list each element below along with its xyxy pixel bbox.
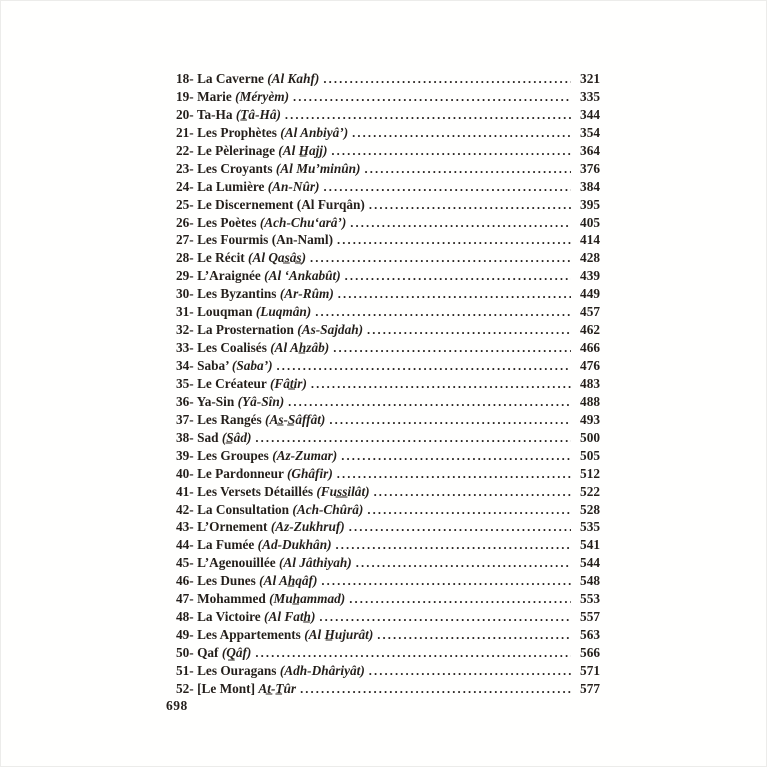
entry-text [176, 447, 337, 465]
entry-number: 50- [176, 645, 194, 660]
entry-text [176, 465, 333, 483]
entry-transliteration: (Al Jâthiyah) [278, 555, 352, 571]
entry-page-number: 548 [580, 573, 600, 589]
dot-leader [323, 178, 571, 197]
entry-page-number: 541 [580, 537, 600, 553]
dot-leader [349, 518, 571, 537]
dot-leader [255, 644, 571, 663]
entry-number: 37- [176, 411, 194, 427]
entry-text [176, 339, 329, 357]
entry-page-number: 493 [580, 411, 600, 427]
entry-transliteration: (As-Sajdah) [297, 322, 364, 338]
entry-transliteration: (Al Kahf) [267, 71, 320, 86]
entry-number: 43- [176, 519, 194, 535]
entry-number: 19- [176, 88, 194, 104]
dot-leader [367, 321, 571, 340]
entry-transliteration: (As̲-S̲âffât) [265, 411, 326, 427]
entry-transliteration: (Al Fath̲) [264, 609, 316, 625]
entry-page-number: 528 [580, 501, 600, 517]
entry-title: Le Discernement [197, 196, 294, 212]
entry-text [176, 124, 348, 142]
entry-text [176, 554, 352, 572]
toc-entry [176, 178, 600, 196]
toc-entry [176, 303, 600, 321]
entry-title: Le Récit [197, 250, 245, 266]
entry-number: 52- [176, 680, 194, 696]
entry-title: Les Fourmis [197, 232, 269, 248]
entry-page-number: 476 [580, 358, 600, 373]
entry-text [176, 501, 363, 519]
entry-title: Ta-Ha [196, 106, 233, 122]
toc-entry [176, 231, 600, 249]
entry-page-number: 457 [580, 304, 600, 320]
entry-transliteration: (Muh̲ammad) [269, 591, 346, 607]
dot-leader [337, 465, 571, 484]
entry-title: Le Pardonneur [197, 465, 284, 481]
entry-title: Les Groupes [197, 447, 269, 463]
dot-leader [367, 501, 571, 520]
entry-transliteration: (Saba’) [231, 358, 273, 373]
toc-entry [176, 249, 600, 267]
dot-leader [369, 662, 571, 681]
entry-transliteration: (Ghâfir) [286, 465, 333, 481]
toc-entry [176, 70, 600, 88]
entry-transliteration: (Ad-Dukhân) [257, 537, 332, 553]
dot-leader [321, 572, 571, 591]
entry-title: Mohammed [197, 591, 266, 607]
toc-entry [176, 196, 600, 214]
entry-title: L’Agenouillée [197, 555, 276, 571]
entry-text [176, 196, 365, 214]
entry-page-number: 566 [580, 645, 600, 660]
toc-list [176, 70, 600, 698]
entry-number: 23- [176, 160, 194, 176]
entry-page-number: 428 [580, 250, 600, 266]
toc-entry [176, 285, 600, 303]
entry-transliteration: (Al Ah̲qâf) [259, 573, 318, 589]
entry-transliteration: At̲-T̲ûr [258, 680, 297, 696]
entry-page-number: 321 [580, 71, 600, 86]
entry-transliteration: (Q̲âf) [221, 645, 252, 660]
entry-number: 21- [176, 124, 194, 140]
entry-text [176, 160, 361, 178]
entry-number: 46- [176, 573, 194, 589]
entry-text [176, 231, 333, 249]
entry-text [176, 644, 251, 662]
toc-entry [176, 88, 600, 106]
entry-text [176, 70, 319, 88]
entry-transliteration: (Méryèm) [235, 88, 289, 104]
entry-title: Le Créateur [197, 375, 267, 391]
entry-title: Qaf [197, 645, 219, 660]
dot-leader [331, 142, 571, 161]
entry-number: 49- [176, 627, 194, 643]
toc-entry [176, 214, 600, 232]
entry-page-number: 364 [580, 142, 600, 158]
entry-text [176, 267, 341, 285]
toc-entry [176, 518, 600, 536]
entry-transliteration: (An-Naml) [271, 232, 333, 248]
entry-transliteration: (Al Anbiyâ’) [280, 124, 349, 140]
entry-text [176, 142, 327, 160]
entry-number: 42- [176, 501, 194, 517]
entry-number: 20- [176, 106, 194, 122]
entry-transliteration: (Az-Zukhruf) [270, 519, 345, 535]
entry-title: La Consultation [197, 501, 290, 517]
dot-leader [374, 483, 571, 502]
entry-number: 48- [176, 609, 194, 625]
entry-text [176, 375, 307, 393]
entry-page-number: 344 [580, 106, 600, 122]
dot-leader [310, 249, 571, 268]
toc-entry [176, 267, 600, 285]
entry-title: Louqman [197, 304, 253, 320]
entry-number: 45- [176, 555, 194, 571]
entry-title: L’Araignée [197, 268, 261, 284]
toc-entry [176, 393, 600, 411]
dot-leader [345, 267, 571, 286]
entry-title: Les Poètes [197, 214, 257, 230]
entry-number: 24- [176, 178, 194, 194]
entry-transliteration: (Al H̲ujurât) [304, 627, 374, 643]
entry-transliteration: (T̲â-Hâ) [235, 106, 281, 122]
entry-title: La Lumière [197, 178, 265, 194]
toc-entry [176, 662, 600, 680]
entry-transliteration: (Fus̲s̲ilât) [316, 483, 370, 499]
entry-page-number: 466 [580, 340, 600, 356]
toc-entry [176, 124, 600, 142]
toc-entry [176, 680, 600, 698]
entry-title: Les Versets Détaillés [197, 483, 314, 499]
entry-transliteration: (S̲âd) [221, 429, 252, 445]
dot-leader [336, 536, 571, 555]
dot-leader [319, 608, 571, 627]
entry-text [176, 680, 296, 698]
entry-title: Les Byzantins [197, 286, 277, 302]
entry-text [176, 321, 363, 339]
entry-page-number: 376 [580, 160, 600, 176]
entry-page-number: 395 [580, 196, 600, 212]
entry-page-number: 535 [580, 519, 600, 535]
entry-transliteration: (Ach-Chûrâ) [292, 501, 364, 517]
entry-text [176, 357, 273, 375]
entry-number: 27- [176, 232, 194, 248]
entry-number: 22- [176, 142, 194, 158]
entry-transliteration: (Al Qas̲âs̲) [248, 250, 307, 266]
entry-number: 18- [176, 71, 194, 86]
entry-title: Les Prophètes [197, 124, 277, 140]
entry-number: 33- [176, 340, 194, 356]
entry-title: L’Ornement [197, 519, 268, 535]
toc-entry [176, 590, 600, 608]
toc-entry [176, 554, 600, 572]
entry-page-number: 439 [580, 268, 600, 284]
toc-entry [176, 142, 600, 160]
entry-page-number: 563 [580, 627, 600, 643]
dot-leader [255, 429, 571, 448]
toc-entry [176, 429, 600, 447]
entry-title: La Caverne [197, 71, 264, 86]
entry-transliteration: (Al Ah̲zâb) [270, 340, 330, 356]
entry-title: La Fumée [197, 537, 255, 553]
dot-leader [285, 106, 571, 125]
dot-leader [293, 88, 571, 107]
entry-number: 26- [176, 214, 194, 230]
toc-entry [176, 411, 600, 429]
entry-title: Saba’ [197, 358, 229, 373]
entry-title: Sad [197, 429, 219, 445]
entry-number: 38- [176, 429, 194, 445]
entry-number: 40- [176, 465, 194, 481]
entry-transliteration: (Al H̲ajj) [278, 142, 328, 158]
entry-title: Les Coalisés [197, 340, 267, 356]
entry-transliteration: (Ar-Rûm) [279, 286, 334, 302]
entry-page-number: 505 [580, 447, 600, 463]
dot-leader [288, 393, 571, 412]
entry-page-number: 544 [580, 555, 600, 571]
entry-text [176, 590, 345, 608]
toc-entry [176, 357, 600, 375]
entry-page-number: 354 [580, 124, 600, 140]
toc-entry [176, 536, 600, 554]
dot-leader [350, 214, 571, 233]
entry-title: [Le Mont] [197, 680, 256, 696]
dot-leader [369, 196, 571, 215]
entry-text [176, 106, 281, 124]
entry-number: 29- [176, 268, 194, 284]
entry-transliteration: (Al Mu’minûn) [275, 160, 361, 176]
dot-leader [323, 70, 571, 89]
toc-entry [176, 572, 600, 590]
dot-leader [377, 626, 571, 645]
entry-number: 28- [176, 250, 194, 266]
dot-leader [300, 680, 571, 699]
dot-leader [315, 303, 571, 322]
entry-page-number: 500 [580, 429, 600, 445]
entry-transliteration: (Luqmân) [255, 304, 312, 320]
entry-number: 51- [176, 662, 194, 678]
entry-title: Les Ouragans [197, 662, 277, 678]
entry-text [176, 483, 370, 501]
toc-entry [176, 465, 600, 483]
entry-title: La Prosternation [197, 322, 294, 338]
entry-number: 44- [176, 537, 194, 553]
entry-text [176, 178, 319, 196]
entry-page-number: 577 [580, 680, 600, 696]
toc-entry [176, 501, 600, 519]
toc-entry [176, 644, 600, 662]
entry-number: 25- [176, 196, 194, 212]
entry-text [176, 518, 345, 536]
entry-number: 47- [176, 591, 194, 607]
entry-text [176, 411, 325, 429]
dot-leader [349, 590, 571, 609]
entry-text [176, 249, 306, 267]
entry-title: Ya-Sin [196, 393, 235, 409]
entry-number: 41- [176, 483, 194, 499]
entry-text [176, 608, 315, 626]
entry-title: Les Dunes [197, 573, 256, 589]
entry-transliteration: (Az-Zumar) [272, 447, 338, 463]
dot-leader [338, 285, 571, 304]
toc-entry [176, 626, 600, 644]
toc-entry [176, 483, 600, 501]
entry-text [176, 285, 334, 303]
entry-page-number: 462 [580, 322, 600, 338]
entry-text [176, 303, 311, 321]
entry-text [176, 662, 365, 680]
toc-entry [176, 160, 600, 178]
toc-entry [176, 339, 600, 357]
dot-leader [352, 124, 571, 143]
toc-entry [176, 321, 600, 339]
entry-number: 35- [176, 375, 194, 391]
entry-title: Les Croyants [197, 160, 273, 176]
entry-number: 30- [176, 286, 194, 302]
entry-transliteration: (Fât̲ir) [269, 375, 307, 391]
toc-entry [176, 106, 600, 124]
entry-text [176, 572, 317, 590]
dot-leader [311, 375, 571, 394]
entry-transliteration: (Ach-Chu‘arâ’) [259, 214, 347, 230]
entry-number: 34- [176, 358, 194, 373]
entry-page-number: 335 [580, 88, 600, 104]
entry-page-number: 449 [580, 286, 600, 302]
folio-page-number: 698 [166, 698, 188, 713]
entry-text [176, 429, 251, 447]
dot-leader [277, 357, 571, 376]
toc-entry [176, 447, 600, 465]
entry-page-number: 414 [580, 232, 600, 248]
dot-leader [329, 411, 571, 430]
entry-text [176, 214, 346, 232]
entry-title: Les Appartements [197, 627, 301, 643]
dot-leader [341, 447, 571, 466]
entry-text [176, 393, 284, 411]
entry-page-number: 522 [580, 483, 600, 499]
entry-text [176, 536, 332, 554]
entry-page-number: 553 [580, 591, 600, 607]
entry-title: Les Rangés [197, 411, 262, 427]
entry-text [176, 626, 373, 644]
dot-leader [356, 554, 571, 573]
entry-page-number: 405 [580, 214, 600, 230]
toc-entry [176, 375, 600, 393]
entry-title: Marie [197, 88, 232, 104]
entry-transliteration: (Al ‘Ankabût) [264, 268, 341, 284]
entry-page-number: 384 [580, 178, 600, 194]
entry-number: 32- [176, 322, 194, 338]
dot-leader [365, 160, 572, 179]
entry-page-number: 512 [580, 465, 600, 481]
entry-page-number: 571 [580, 662, 600, 678]
entry-number: 39- [176, 447, 194, 463]
entry-transliteration: (Yâ-Sîn) [237, 393, 285, 409]
entry-page-number: 557 [580, 609, 600, 625]
entry-text [176, 88, 289, 106]
entry-number: 31- [176, 304, 194, 320]
entry-title: La Victoire [197, 609, 261, 625]
entry-page-number: 488 [580, 393, 600, 409]
toc-entry [176, 608, 600, 626]
entry-title: Le Pèlerinage [197, 142, 275, 158]
dot-leader [333, 339, 571, 358]
entry-number: 36- [176, 393, 194, 409]
entry-transliteration: (An-Nûr) [267, 178, 320, 194]
entry-transliteration: (Adh-Dhâriyât) [279, 662, 365, 678]
entry-page-number: 483 [580, 375, 600, 391]
entry-transliteration: (Al Furqân) [296, 196, 365, 212]
dot-leader [337, 231, 571, 250]
